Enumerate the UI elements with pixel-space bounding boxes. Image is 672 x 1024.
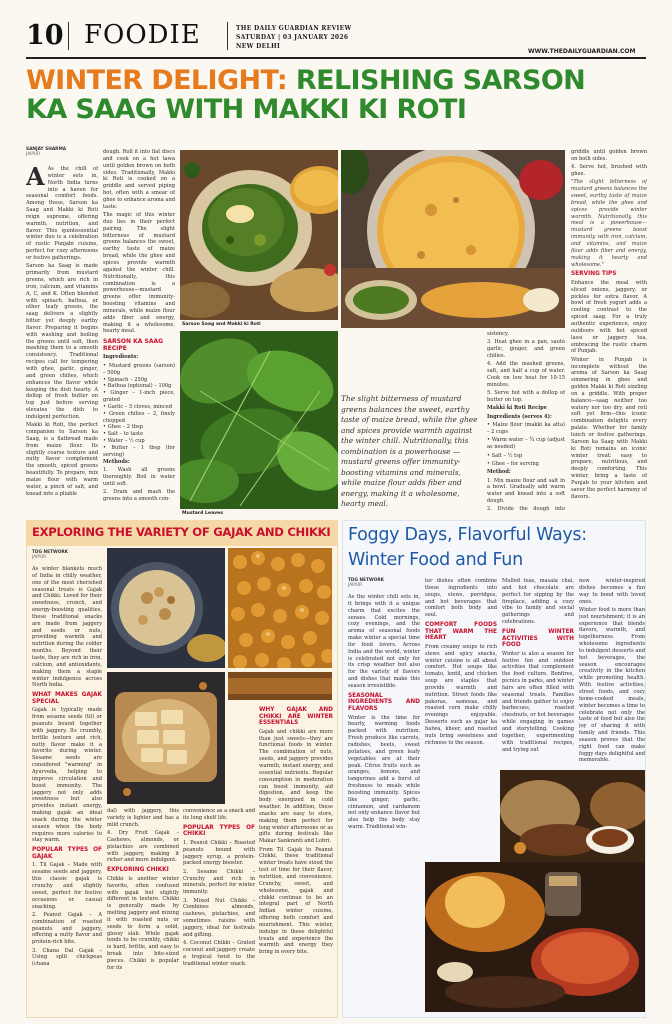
foggy-col2-top: ter dishes often combine these ingredients into soups, stews, porridges, and hot beverages that comfort both body and soul. [425, 578, 497, 619]
winter-food-illustration-2 [425, 862, 645, 1012]
seasonal-text: Winter is the time for hearty, warming foods packed with nutrition. Fresh produce like carrots, radishes, beets, sweet potatoes, and green leafy vegetables are at their peak. Citrus fruits such as oranges, lemons, and tangerines add a burst of freshness to meals while boosting immunity. Spices like ginger, garlic, cinnamon, and cardamom not only enhance flavor but also help the body stay warm. Traditional win- [348, 714, 420, 831]
gajak-col-3 [183, 808, 255, 1016]
list-item: • Warm water – ¾ cup (adjust as needed) [487, 437, 565, 451]
winter-food-illustration-1 [500, 770, 645, 862]
list-item: • Spinach – 250g [103, 376, 148, 383]
foggy-col-4 [579, 578, 645, 778]
gajak-col-4 [259, 704, 333, 1016]
chikki-photo-1 [228, 548, 332, 668]
caption-leaves: Mustard Leaves [182, 511, 224, 516]
list-item: • Ginger – 1-inch piece, grated [103, 390, 175, 404]
list-item: 4. Dry Fruit Gajak – Cashews, almonds, or pistachios are combined with jaggery, making it richer and more indulgent. [107, 830, 179, 864]
masthead [0, 0, 672, 62]
seasonal-title: SEASONAL INGREDIENTS AND FLAVORS [348, 692, 420, 712]
list-item: • Green chilies – 2, finely chopped [103, 410, 175, 424]
drop-cap: A [26, 166, 45, 191]
list-item: 2. Divide the dough into [487, 506, 565, 511]
author: TDG NETWORK [32, 550, 69, 555]
city: NEW DELHI [236, 43, 281, 50]
list-item: • Garlic – 5 cloves, minced [103, 403, 173, 410]
headline-part-1: WINTER DELIGHT: [26, 65, 288, 96]
foggy-headline [348, 523, 644, 573]
list-item: • Ghee – for serving [487, 460, 539, 467]
main-col-2 [103, 149, 175, 511]
location: JAIPUR [348, 583, 363, 589]
list-item: 1. Til Gajak – Made with sesame seeds and jaggery, this classic gajak is crunchy and slightly sweet, perfect for festive occasions or casual snacking. [32, 862, 102, 910]
list-item: 1. Wash all greens thoroughly. Boil in water until soft. [103, 466, 175, 487]
caption-saag: Sarson Saag and Makki ki Roti [182, 322, 261, 327]
foggy-col4-p1: new winter-inspired dishes becomes a fun way to bond with loved ones. [579, 578, 645, 605]
main-byline [26, 147, 66, 158]
roti-ingredients-label: Ingredients (serves 4): [487, 413, 552, 420]
foggy-headline-1: Foggy Days, Flavorful Ways: [348, 525, 587, 545]
list-item: • Salt – to taste [103, 431, 144, 438]
comfort-title: COMFORT FOODS THAT WARM THE HEART [425, 622, 497, 642]
headline-part-3: KA SAAG WITH MAKKI KI ROTI [26, 94, 467, 125]
list-item: 5. Serve hot with a dollop of butter on top. [487, 390, 565, 404]
main-col2-p2: The magic of this winter duo lies in their perfect pairing. The slight bitterness of mustard greens balances the sweet, earthy taste of maize bread, while the ghee and spices provide warmth against the winter chill. Nutritionally, this combination is a powerhouse—mustard greens offer immunity-boosting vitamins and minerals, while maize flour adds fiber and energy, making it a wholesome, hearty meal. [103, 212, 175, 335]
location: JAIPUR [32, 555, 47, 561]
author: SANJAY SHARMA [26, 147, 67, 152]
recipe-title-1: SARSON KA SAAG [103, 338, 164, 346]
chikki-illustration-2 [228, 672, 332, 700]
saag-roti-illustration [180, 150, 338, 320]
main-col1-p3: Makki ki Roti, the perfect companion to Sarson ka Saag, is a flatbread made from maize flour. Its slightly coarse texture and nutty flavor complement the smooth, spiced greens beautifully. To prepare, mix maize flour with warm water, a pinch of salt, and knead into a pliable [26, 422, 98, 497]
foggy-col4-p2: Winter food is more than just nourishment; it is an experience that blends flavors, warmth, and togetherness. From wholesome ingredients to indulgent desserts and hot beverages, the season encourages creativity in the kitchen while promoting health. With festive activities, street foods, and cozy home-cooked meals, winter becomes a time to celebrate not only the taste of food but also the joy of sharing it with family and friends. This season proves that the right food can make foggy days delightful and memorable. [579, 606, 645, 764]
list-item: 3. Heat ghee in a pan, sauté garlic, ginger, and green chilies. [487, 339, 565, 360]
serving-tips-p1: Enhance the meal with sliced onions, jaggery, or pickles for extra flavor. A bowl of fresh yogurt adds a cooling contrast to the spiced saag. For a truly authentic experience, enjoy outdoors with hot spiced lassi or jaggery tea, embracing the rustic charm of Punjab. [571, 279, 647, 355]
serving-tips-title: SERVING TIPS [571, 271, 617, 278]
main-headline [26, 66, 656, 124]
masthead-divider [68, 22, 69, 50]
recipe-title [103, 339, 175, 352]
foggy-col1-p1: As the winter chill sets in, it brings with it a unique charm that excites the senses. Cold mornings, cozy evenings, and the aroma of seasonal foods make winter a special time for food lovers. Across India and the world, winter is celebrated not only for its crisp weather but also for the variety of flavors and dishes that make this season irresistible. [348, 594, 420, 689]
main-col-4 [571, 149, 647, 511]
foggy-byline [348, 578, 384, 589]
author: TDG NETWORK [348, 578, 385, 583]
foggy-headline-2: Winter Food and Fun [348, 550, 523, 570]
recipe-title-2: RECIPE [103, 344, 127, 352]
list-item: • Butter – 1 tbsp (for serving) [103, 444, 175, 458]
list-item: 3. Mixed Nut Chikki – Combines almonds, cashews, pistachios, and sometimes raisins with jaggery, ideal for festivals and gifting. [183, 897, 255, 938]
why-title: WHY GAJAK AND CHIKKI ARE WINTER ESSENTIALS [259, 707, 333, 727]
gajak-headline: EXPLORING THE VARIETY OF GAJAK AND CHIKKI [32, 525, 331, 539]
gajak-intro: As winter blankets much of India in chilly weather, one of the most cherished seasonal treats is Gajak and Chikki. Loved for their sweetness, crunch, and energy-boosting qualities, these traditional snacks are made from jaggery and seeds or nuts, providing warmth and nutrition during the colder months. Beyond their taste, they are rich in iron, calcium, and antioxidants, making them a staple winter indulgence across North India. [32, 566, 102, 689]
list-item: 4. Coconut Chikki – Grated coconut and jaggery create a tropical twist to the traditional winter snack. [183, 940, 255, 967]
page-number: 10 [26, 20, 64, 51]
exploring-title: EXPLORING CHIKKI [107, 867, 169, 874]
winter-food-photo-1 [500, 770, 645, 862]
fun-text: Winter is also a season for festive fun and outdoor activities that complement the food culture. Bonfires, picnics in parks, and winter fairs are often filled with seasonal treats. Families and friends gather to enjoy barbecues, roasted chestnuts, or hot beverages while engaging in games and storytelling. Cooking together, experimenting with traditional recipes, and trying out [502, 650, 574, 753]
comfort-text: From creamy soups to rich stews and spicy snacks, winter cuisine is all about comfort. Hot soups like tomato, lentil, and chicken soup are staples that provide warmth and nutrition. Street foods like pakoras, samosas, and roasted corn make chilly evenings enjoyable. Desserts such as gajar ka halwa, kheer, and roasted nuts bring sweetness and richness to the season. [425, 643, 497, 746]
gajak-col-2 [107, 808, 179, 1016]
list-item: griddle until golden brown on both sides. [571, 149, 647, 162]
gajak-col2-p1: dal) with jaggery, this variety is lighter and has a mild crunch. [107, 808, 179, 828]
list-item: • Mustard greens (sarson) – 500g [103, 362, 175, 376]
section-title: FOODIE [84, 20, 201, 50]
popular-title: POPULAR TYPES OF GAJAK [32, 847, 102, 860]
list-item: • Water – ½ cup [103, 438, 145, 445]
methods-label: Methods: [103, 458, 130, 465]
list-item: 2. Sesame Chikki – Crunchy and rich in minerals, perfect for winter immunity. [183, 868, 255, 896]
main-col-1 [26, 166, 98, 510]
location: JAIPUR [26, 152, 41, 158]
chikki-types-title: POPULAR TYPES OF CHIKKI [183, 824, 255, 838]
issue-date: SATURDAY | 03 JANUARY 2026 [236, 34, 349, 41]
headline-part-2: RELISHING SARSON [295, 65, 586, 96]
mustard-leaves-photo [180, 331, 338, 509]
gajak-illustration-1 [107, 548, 225, 668]
list-item: • Salt – ½ tsp [487, 452, 523, 459]
main-col1-p2: Sarson ka Saag is made primarily from mustard greens, which are rich in iron, calcium, and vitamins A, C, and K. Often blended with spinach, bathua, or other leafy greens, the saag delivers a slightly bitter yet deeply earthy flavor. Preparing it begins with washing and boiling the greens until soft, then mashing them to a smooth consistency. Traditional recipes call for tempering with ghee, garlic, ginger, and green chilies, which enhances the flavor while keeping the dish hearty. A dollop of fresh butter on top just before serving elevates the dish to indulgent perfection. [26, 263, 98, 420]
foggy-col3-top: Mulled teas, masala chai, and hot chocolate are perfect for sipping by the fireplace, adding a cozy vibe to family and social gatherings and celebrations. [502, 578, 574, 626]
list-item: 2. Peanut Gajak – A combination of roasted peanuts and jaggery, offering a nutty flavor and protein-rich bite. [32, 911, 102, 946]
list-item: 4. Add the mashed greens, salt, and half a cup of water. Cook on low heat for 10-15 minutes. [487, 361, 565, 388]
list-item: 1. Mix maize flour and salt in a bowl. Gradually add warm water and knead into a soft dough. [487, 477, 565, 505]
list-item: • Bathua (optional) – 100g [103, 383, 172, 390]
gajak-photo-2 [107, 672, 225, 804]
winter-food-photo-2 [425, 862, 645, 1012]
list-item: 3. Chana Dal Gajak – Using split chickpeas (chana [32, 947, 102, 968]
list-item: sistency. [487, 331, 509, 337]
serving-tips-p2: Winter in Punjab is incomplete without the aroma of Sarson ka Saag simmering in ghee and golden Makki ki Roti sizzling on a griddle. With proper balance—saag neither too watery nor too dry, and roti soft yet firm—this iconic combination delights every palate. Whether for family lunch or festive gatherings, Sarson ka Saag with Makki ki Roti remains an iconic winter treat: easy to prepare, nutritious, and deeply comforting. This winter, bring a taste of Punjab to your kitchen and savor the perfect harmony of flavors. [571, 356, 647, 500]
what-title: WHAT MAKES GAJAK SPECIAL [32, 692, 102, 705]
why-text-2: From Til Gajak to Peanut Chikki, these traditional winter treats have stood the test of time for their flavor, nutrition, and convenience. Crunchy, sweet, and wholesome, gajak and chikki continue to be an integral part of North Indian winter cuisine, offering both comfort and nourishment. This winter, indulge in these delightful treats and experience the warmth and energy they bring in every bite. [259, 846, 333, 956]
roti-method-label: Method: [487, 469, 511, 476]
paper-name: THE DAILY GUARDIAN REVIEW [236, 25, 352, 32]
foggy-col-1 [348, 594, 420, 924]
website-link[interactable]: WWW.THEDAILYGUARDIAN.COM [528, 48, 636, 55]
chikki-illustration-1 [228, 548, 332, 668]
gajak-photo-1 [107, 548, 225, 668]
chikki-photo-2 [228, 672, 332, 700]
list-item: 1. Peanut Chikki – Roasted peanuts bound with jaggery syrup, a protein-packed energy booster. [183, 839, 255, 867]
list-item: • Maize flour (makki ka atta) – 2 cups [487, 422, 565, 435]
roti-illustration [341, 150, 565, 328]
list-item: 2. Drain and mash the greens into a smooth con- [103, 489, 175, 502]
fun-title: FUN WINTER ACTIVITIES WITH FOOD [502, 628, 574, 649]
gajak-illustration-2 [107, 672, 225, 804]
col4-quote: "The slight bitterness of mustard greens balances the sweet, earthy taste of maize bread, while the ghee and spices provide winter warmth. Nutritionally, this meal is a powerhouse—mustard greens boost immunity with iron, calcium, and vitamins, and maize flour adds fiber and energy, making it hearty and wholesome." [571, 179, 647, 268]
roti-title: Makki ki Roti Recipe [487, 405, 547, 412]
leaves-illustration [180, 331, 338, 509]
roti-photo [341, 150, 565, 328]
main-col1-p1: As the chill of winter sets in, North India turns into a haven for seasonal comfort foods. Among these, Sarson ka Saag and Makki ki Roti reign supreme, offering warmth, nutrition, and flavor. This quintessential winter duo is a celebration of rustic Punjabi cuisine, perfect for cozy afternoons or festive gatherings. [26, 166, 98, 261]
what-text: Gajak is typically made from sesame seeds (til) or peanuts bound together with jaggery. Its crumbly, brittle texture and rich, nutty flavor make it a favorite during winter. Sesame seeds are considered "warming" in Ayurveda, helping to improve circulation and boost immunity. The jaggery not only adds sweetness but also provides instant energy, making gajak an ideal snack during the winter season when the body requires more calories to stay warm. [32, 707, 102, 844]
gajak-byline [32, 550, 68, 561]
main-col-3 [487, 331, 565, 511]
why-text-1: Gajak and chikki are more than just sweets—they are functional foods in winter. The combination of nuts, seeds, and jaggery provides warmth, instant energy, and essential nutrients. Regular consumption in moderation can boost immunity, aid digestion, and keep the body energized in cold weather. In addition, these snacks are easy to store, making them perfect for long winter afternoons or as gifts during festivals like Makar Sankranti and Lohri. [259, 728, 333, 845]
gajak-col-1 [32, 566, 102, 1016]
masthead-divider-2 [227, 22, 228, 50]
list-item: 4. Serve hot, brushed with ghee. [571, 164, 647, 178]
ingredients-list [103, 363, 175, 459]
pull-quote: The slight bitterness of mustard greens balances the sweet, earthy taste of maize bread, while the ghee and spices provide warmth against the winter chill. Nutritionally, this combination is a powerhouse — mustard greens offer immunity-boosting vitamins and minerals, while maize flour adds fiber and energy, making it a wholesome, hearty meal. [341, 394, 478, 508]
list-item: • Ghee – 2 tbsp [103, 424, 143, 431]
gajak-col3-top: convenience as a snack and its long shelf life. [183, 808, 255, 821]
saag-roti-photo [180, 150, 338, 320]
exploring-text: Chikki is another winter favorite, often confused with gajak but slightly different in texture. Chikki is generally made by melting jaggery and mixing it with roasted nuts or seeds to form a solid, glossy slab. While gajak tends to be crumbly, chikki is hard, brittle, and easy to break into bite-sized pieces. Chikki is popular for its [107, 875, 179, 971]
masthead-rule [26, 57, 646, 59]
main-col2-p1: dough. Roll it into flat discs and cook on a hot tawa until golden brown on both sides. Traditionally, Makki ki Roti is cooked on a griddle and served piping hot, often with a smear of ghee to enhance aroma and taste. [103, 149, 175, 210]
ingredients-label: Ingredients: [103, 354, 139, 361]
